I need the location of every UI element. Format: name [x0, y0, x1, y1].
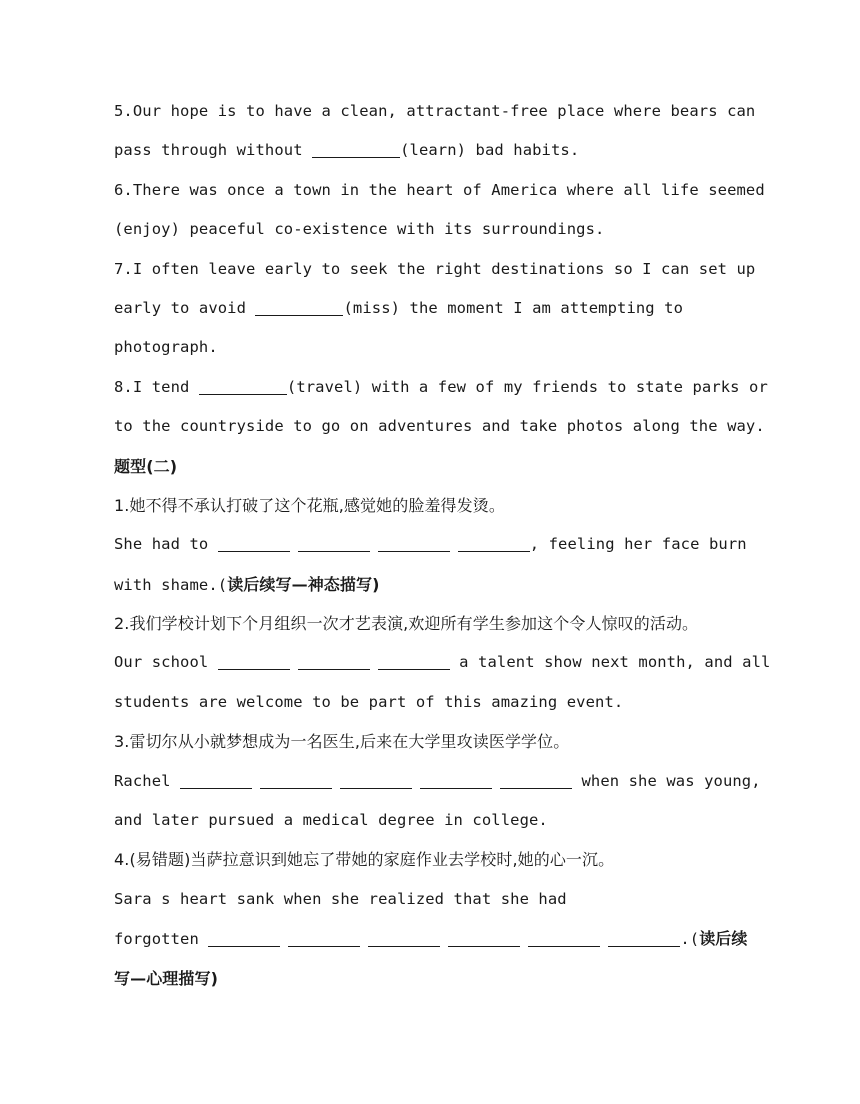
s2-q2-chinese: 2.我们学校计划下个月组织一次才艺表演,欢迎所有学生参加这个令人惊叹的活动。	[114, 614, 699, 634]
s2-q4-text-pre: forgotten	[114, 930, 209, 949]
q8-line-1	[114, 368, 768, 407]
q5-text-post: (learn) bad habits.	[400, 141, 580, 160]
s2-q3-english-2: and later pursued a medical degree in college.	[114, 811, 548, 830]
q5-line-2	[114, 131, 764, 170]
s2-q1-note: 读后续写—神态描写	[227, 574, 373, 594]
s2-q3-text-pre: Rachel	[114, 771, 181, 790]
s2-q2-english-2: students are welcome to be part of this amazing event.	[114, 692, 624, 711]
s2-q4-note-close: )	[210, 968, 219, 988]
q7-answer-blank[interactable]	[255, 314, 343, 316]
s2-q4-english-3	[114, 959, 764, 998]
s2-q1-blank-1[interactable]	[218, 550, 290, 552]
s2-q2-text-post: a talent show next month, and all	[449, 653, 771, 672]
s2-q1-text-post: , feeling her face burn	[529, 535, 747, 554]
q5-line-1: 5.Our hope is to have a clean, attractant-free place where bears can	[114, 102, 756, 120]
s2-q4-chinese: 4.(易错题)当萨拉意识到她忘了带她的家庭作业去学校时,她的心一沉。	[114, 850, 615, 870]
q8-answer-blank[interactable]	[199, 393, 287, 395]
s2-q1-note-close: )	[372, 574, 380, 594]
s2-q1-blank-4[interactable]	[458, 550, 530, 552]
s2-q1-text-pre: She had to	[114, 535, 218, 554]
s2-q3-blank-1[interactable]	[180, 787, 252, 789]
s2-q2-english-1	[114, 643, 771, 682]
q7-line-2	[114, 289, 764, 328]
s2-q4-note-a: 读后续	[699, 929, 748, 949]
s2-q3-blank-5[interactable]	[500, 787, 572, 789]
s2-q1-text-2: with shame.(	[114, 575, 228, 594]
s2-q2-blank-3[interactable]	[378, 668, 450, 670]
q7-text-pre: early to avoid	[114, 298, 256, 317]
s2-q3-english-1	[114, 762, 764, 801]
s2-q1-english-2	[114, 565, 764, 604]
q5-answer-blank[interactable]	[312, 156, 400, 158]
s2-q1-english-1	[114, 525, 764, 564]
s2-q1-blank-2[interactable]	[298, 550, 370, 552]
s2-q4-blank-5[interactable]	[528, 945, 600, 947]
s2-q4-note-b: 写—心理描写	[114, 968, 211, 988]
s2-q3-blank-4[interactable]	[420, 787, 492, 789]
worksheet-page	[114, 92, 771, 998]
q7-line-1: 7.I often leave early to seek the right destinations so I can set up	[114, 259, 756, 278]
s2-q4-blank-6[interactable]	[608, 945, 680, 947]
q8-text-pre: 8.I tend	[114, 377, 199, 396]
q6-line-1: 6.There was once a town in the heart of America where all life seemed	[114, 180, 765, 199]
s2-q3-chinese: 3.雷切尔从小就梦想成为一名医生,后来在大学里攻读医学学位。	[114, 732, 570, 752]
q5-text-pre: pass through without	[114, 141, 313, 160]
s2-q3-blank-3[interactable]	[340, 787, 412, 789]
q7-text-post: (miss) the moment I am attempting to	[343, 298, 684, 317]
s2-q1-blank-3[interactable]	[378, 550, 450, 552]
section-heading: 题型(二)	[114, 456, 178, 476]
q8-text-post: (travel) with a few of my friends to state parks or	[286, 377, 768, 396]
s2-q4-english-1: Sara s heart sank when she realized that she had	[114, 889, 567, 908]
q8-line-2: to the countryside to go on adventures and take photos along the way.	[114, 417, 765, 436]
s2-q4-blank-2[interactable]	[288, 945, 360, 947]
s2-q4-blank-3[interactable]	[368, 945, 440, 947]
q6-line-2: (enjoy) peaceful co-existence with its surroundings.	[114, 220, 605, 239]
s2-q3-text-post: when she was young,	[572, 771, 761, 790]
q7-line-3: photograph.	[114, 338, 218, 357]
s2-q4-english-2	[114, 919, 764, 958]
s2-q1-chinese: 1.她不得不承认打破了这个花瓶,感觉她的脸羞得发烫。	[114, 495, 505, 515]
s2-q4-blank-1[interactable]	[208, 945, 280, 947]
s2-q2-blank-2[interactable]	[298, 668, 370, 670]
s2-q4-blank-4[interactable]	[448, 945, 520, 947]
s2-q2-blank-1[interactable]	[218, 668, 290, 670]
s2-q3-blank-2[interactable]	[260, 787, 332, 789]
s2-q2-text-pre: Our school	[114, 653, 218, 672]
s2-q4-text-post: .(	[680, 930, 700, 949]
